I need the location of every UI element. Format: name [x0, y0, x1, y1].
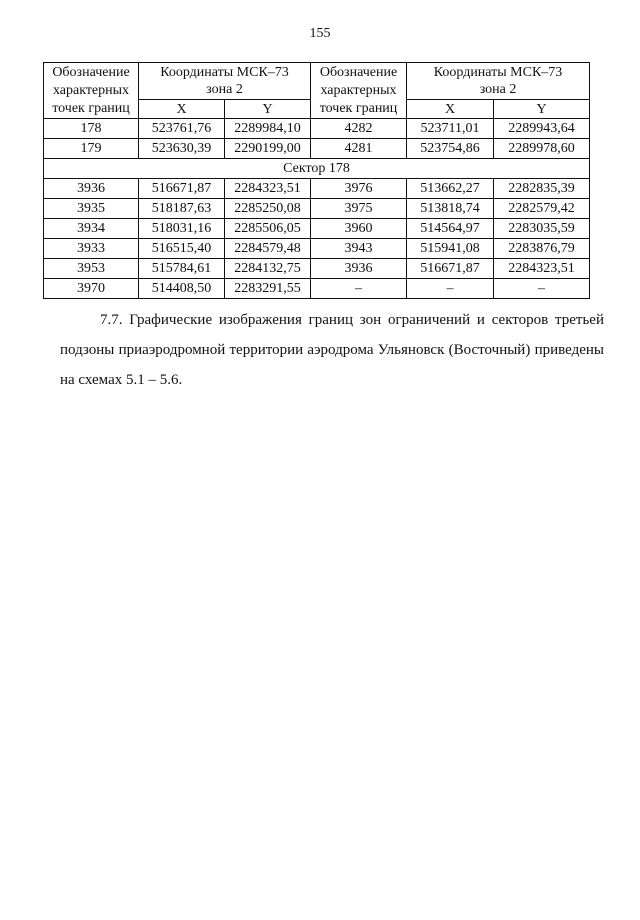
header-line: зона 2 [206, 82, 243, 97]
table-cell: 514564,97 [407, 219, 494, 239]
header-y-right: Y [494, 100, 590, 119]
header-coordinates-right [407, 63, 590, 100]
table-cell: 2289984,10 [225, 119, 311, 139]
table-cell: 3960 [311, 219, 407, 239]
header-line: точек границ [52, 101, 130, 116]
header-x-right: X [407, 100, 494, 119]
table-cell: 3936 [311, 259, 407, 279]
table-cell: 515784,61 [139, 259, 225, 279]
table-cell: – [494, 279, 590, 299]
table-cell: 2282835,39 [494, 179, 590, 199]
page-number: 155 [309, 26, 331, 41]
table-cell: 178 [44, 119, 139, 139]
table-cell: 2285250,08 [225, 199, 311, 219]
table-row [44, 119, 590, 139]
header-x-left: X [139, 100, 225, 119]
paragraph-7-7 [60, 305, 604, 395]
header-line: точек границ [319, 101, 398, 116]
table-cell: 2284132,75 [225, 259, 311, 279]
table-cell: 3936 [44, 179, 139, 199]
table-row [44, 219, 590, 239]
table-row [44, 259, 590, 279]
header-line: Координаты МСК–73 [160, 65, 289, 80]
table-cell: 3953 [44, 259, 139, 279]
header-line: зона 2 [479, 82, 517, 97]
table-row [44, 239, 590, 259]
table-cell: 523754,86 [407, 139, 494, 159]
table-cell: 3943 [311, 239, 407, 259]
table-cell: 2289978,60 [494, 139, 590, 159]
header-point-designation-right [311, 63, 407, 119]
table-cell: 513818,74 [407, 199, 494, 219]
table-cell: – [407, 279, 494, 299]
table-cell: 3935 [44, 199, 139, 219]
header-line: характерных [320, 83, 397, 98]
sector-label: Сектор 178 [44, 159, 590, 179]
table-cell: 3976 [311, 179, 407, 199]
table-cell: 516671,87 [407, 259, 494, 279]
table-cell: 3970 [44, 279, 139, 299]
table-cell: 518031,16 [139, 219, 225, 239]
table-cell: 3975 [311, 199, 407, 219]
table-cell: 523630,39 [139, 139, 225, 159]
table-cell: 2283035,59 [494, 219, 590, 239]
table-cell: 513662,27 [407, 179, 494, 199]
table-cell: 2283291,55 [225, 279, 311, 299]
header-line: Обозначение [52, 65, 130, 80]
table-cell: 4281 [311, 139, 407, 159]
table-cell: 516515,40 [139, 239, 225, 259]
table-cell: 2283876,79 [494, 239, 590, 259]
table-cell: 2290199,00 [225, 139, 311, 159]
table-cell: 523711,01 [407, 119, 494, 139]
table-row [44, 179, 590, 199]
header-y-left: Y [225, 100, 311, 119]
table-cell: 4282 [311, 119, 407, 139]
table-cell: 2284323,51 [494, 259, 590, 279]
table-cell: 523761,76 [139, 119, 225, 139]
header-line: Координаты МСК–73 [433, 65, 563, 80]
table-row [44, 199, 590, 219]
table-cell: 2289943,64 [494, 119, 590, 139]
table-cell: 3934 [44, 219, 139, 239]
table-cell: 2284323,51 [225, 179, 311, 199]
table-cell: – [311, 279, 407, 299]
table-cell: 2282579,42 [494, 199, 590, 219]
header-line: характерных [52, 83, 130, 98]
header-point-designation-left [44, 63, 139, 119]
table-cell: 515941,08 [407, 239, 494, 259]
table-cell: 179 [44, 139, 139, 159]
paragraph-text: 7.7. Графические изображения границ зон ограничений и секторов третьей подзоны приаэродромной территории аэродрома Ульяновск (Восточный) приведены на схемах 5.1 – 5.6. [60, 312, 604, 388]
header-line: Обозначение [319, 65, 398, 80]
table-cell: 2284579,48 [225, 239, 311, 259]
table-cell: 514408,50 [139, 279, 225, 299]
table-cell: 516671,87 [139, 179, 225, 199]
coordinates-table [43, 62, 590, 299]
table-cell: 2285506,05 [225, 219, 311, 239]
table-row [44, 279, 590, 299]
header-coordinates-left [139, 63, 311, 100]
table-row [44, 139, 590, 159]
table-cell: 518187,63 [139, 199, 225, 219]
table-cell: 3933 [44, 239, 139, 259]
